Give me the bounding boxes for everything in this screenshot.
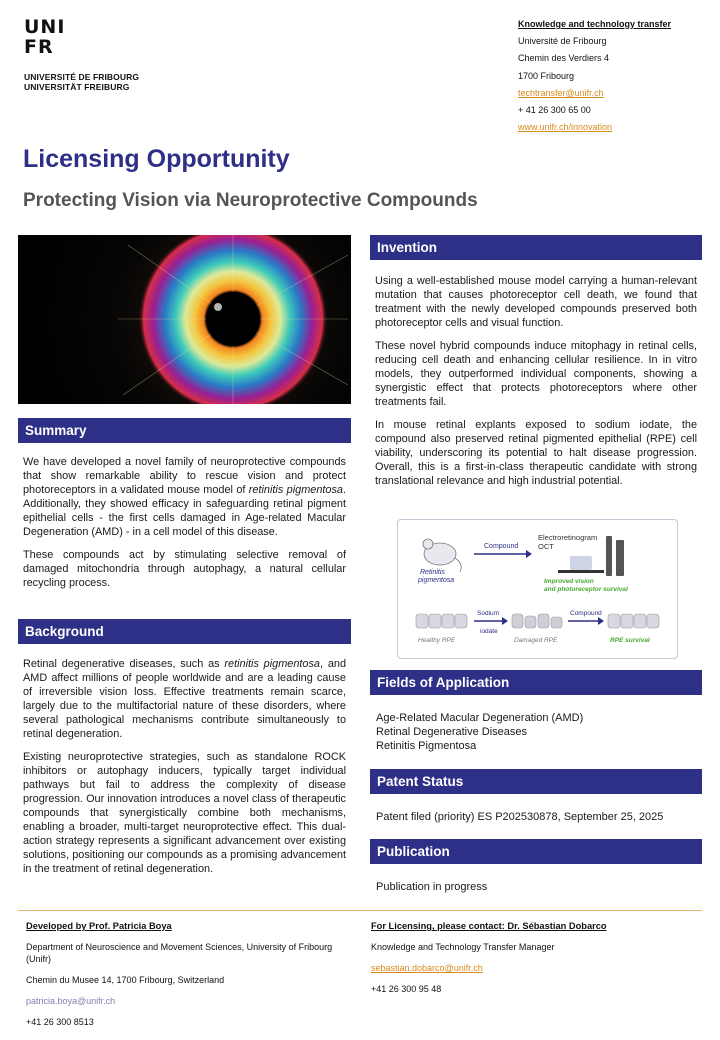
developer-phone: +41 26 300 8513: [26, 1017, 94, 1027]
footer-licensing: [371, 920, 701, 1004]
summary-paragraph-1: We have developed a novel family of neuroprotective compounds that show remarkable ability to rescue vision and protect photoreceptors in a validated mouse model of retinitis pigmentosa. Additionally, they showed efficacy in safeguarding retinal pigment epithelial cells - the first cells damaged in Age-related Macular Degeneration (AMD) - in a cell model of this disease.: [23, 456, 346, 538]
developer-title: Developed by Prof. Patricia Boya: [26, 921, 172, 931]
figure-rpe-survival-label: RPE survival: [610, 637, 650, 644]
fields-heading: Fields of Application: [370, 670, 702, 695]
invention-paragraph-3: In mouse retinal explants exposed to sodium iodate, the compound also preserved retinal pigmented epithelial (RPE) cell viability, underscoring its potential to halt disease progression. Overall, this is a first-in-class therapeutic candidate with strong translational relevance and high industrial potential.: [375, 419, 697, 487]
list-item: Age-Related Macular Degeneration (AMD): [376, 712, 584, 724]
figure-sodium-label-1: Sodium: [477, 610, 500, 617]
list-item: Retinitis Pigmentosa: [376, 740, 477, 752]
fields-list: [376, 711, 696, 753]
patent-text: Patent filed (priority) ES P202530878, September 25, 2025: [376, 811, 664, 823]
licensing-title: For Licensing, please contact: Dr. Sébastian Dobarco: [371, 921, 607, 931]
rpe-survival-cells: [608, 614, 659, 628]
contact-title: Knowledge and technology transfer: [518, 19, 672, 29]
contact-street: Chemin des Verdiers 4: [518, 53, 610, 64]
publication-heading: Publication: [370, 839, 702, 864]
figure-compound-label: Compound: [484, 543, 519, 550]
logo-line-fr: UNIVERSITÉ DE FRIBOURG: [24, 72, 140, 82]
invention-paragraph-2: These novel hybrid compounds induce mitophagy in retinal cells, reducing cell death and enhancing cellular resilience. In in vitro models, they outperformed individual components, showing a synergistic effect that protects photoreceptors where other treatments fail.: [375, 340, 697, 408]
invention-body: [375, 274, 697, 497]
developer-department: Department of Neuroscience and Movement Sciences, University of Fribourg (Unifr): [26, 942, 333, 964]
logo-mark-line2: FR: [24, 36, 54, 58]
contact-email-link[interactable]: techtransfer@unifr.ch: [518, 87, 604, 98]
oct-device-icon: [558, 536, 624, 576]
developer-address: Chemin du Musee 14, 1700 Fribourg, Switzerland: [26, 975, 225, 985]
list-item: Retinal Degenerative Diseases: [376, 726, 528, 738]
footer-divider: [18, 910, 702, 911]
contact-block: [518, 16, 708, 136]
arrow-head-3: [598, 617, 604, 625]
logo-mark-line1: UNI: [24, 16, 66, 38]
contact-website-link[interactable]: www.unifr.ch/innovation: [518, 122, 613, 133]
contact-org: Université de Fribourg: [518, 36, 607, 47]
figure-erg-label-2: OCT: [538, 542, 554, 551]
eye-illustration: [18, 235, 351, 404]
mechanism-figure: [397, 519, 678, 659]
footer-developer: [26, 920, 344, 1037]
unifr-logo-mark: [24, 18, 70, 66]
background-heading: Background: [18, 619, 351, 644]
figure-sodium-label-2: iodate: [480, 628, 498, 635]
page-subtitle: Protecting Vision via Neuroprotective Compounds: [23, 190, 478, 211]
figure-healthy-rpe-label: Healthy RPE: [418, 637, 456, 644]
mechanism-diagram: [398, 520, 679, 660]
invention-paragraph-1: Using a well-established mouse model carrying a human-relevant mutation that causes photoreceptor cell death, we found that treatment with the newly developed compounds preserved both photoreceptor cells and visual function.: [375, 275, 697, 329]
figure-rp-label-2: pigmentosa: [418, 577, 455, 584]
arrow-head-2: [502, 617, 508, 625]
summary-body: [23, 455, 346, 599]
invention-heading: Invention: [370, 235, 702, 260]
university-logo: [24, 18, 154, 92]
damaged-rpe-cells: [512, 614, 562, 628]
logo-line-de: UNIVERSITÄT FREIBURG: [24, 82, 130, 92]
licensing-phone: +41 26 300 95 48: [371, 984, 442, 994]
summary-heading: Summary: [18, 418, 351, 443]
contact-city: 1700 Fribourg: [518, 70, 575, 81]
figure-improved-label-1: Improved vision: [544, 578, 594, 585]
licensing-role: Knowledge and Technology Transfer Manager: [371, 942, 555, 952]
background-paragraph-1: Retinal degenerative diseases, such as retinitis pigmentosa, and AMD affect millions of people worldwide and are a leading cause of irreversible vision loss. Effective treatments remain scarce, largely due to the multifactorial nature of these disorders, where several pathological mechanisms contribute simultaneously to retinal degeneration.: [23, 658, 346, 740]
arrow-head-1: [526, 550, 532, 558]
mouse-icon: [423, 539, 461, 572]
figure-rp-label-1: Retinitis: [420, 569, 445, 576]
eye-hero-image: [18, 235, 351, 404]
figure-erg-label-1: Electroretinogram: [538, 533, 598, 542]
page-title: Licensing Opportunity: [23, 145, 290, 173]
healthy-rpe-cells: [416, 614, 467, 628]
contact-phone: + 41 26 300 65 00: [518, 105, 591, 116]
figure-damaged-rpe-label: Damaged RPE: [514, 637, 558, 644]
patent-heading: Patent Status: [370, 769, 702, 794]
licensing-email-link[interactable]: sebastian.dobarco@unifr.ch: [371, 963, 483, 973]
summary-paragraph-2: These compounds act by stimulating selective removal of damaged mitochondria through autophagy, a natural cellular recycling process.: [23, 549, 346, 589]
background-paragraph-2: Existing neuroprotective strategies, such as standalone ROCK inhibitors or autophagy inducers, typically target individual pathways but fail to address the complexity of disease progression. Our innovation introduces a novel class of therapeutic compounds that synergistically combine both mechanisms, enabling a broader, multi-target neuroprotective effect. This dual-action strategy represents a significant advancement over existing solutions, positioning our compounds as a promising advancement in the treatment of retinal degeneration.: [23, 751, 346, 875]
publication-text: Publication in progress: [376, 881, 488, 893]
background-body: [23, 657, 346, 885]
figure-compound-label-2: Compound: [570, 610, 602, 617]
figure-improved-label-2: and photoreceptor survival: [544, 586, 628, 593]
developer-email-link[interactable]: patricia.boya@unifr.ch: [26, 996, 116, 1006]
